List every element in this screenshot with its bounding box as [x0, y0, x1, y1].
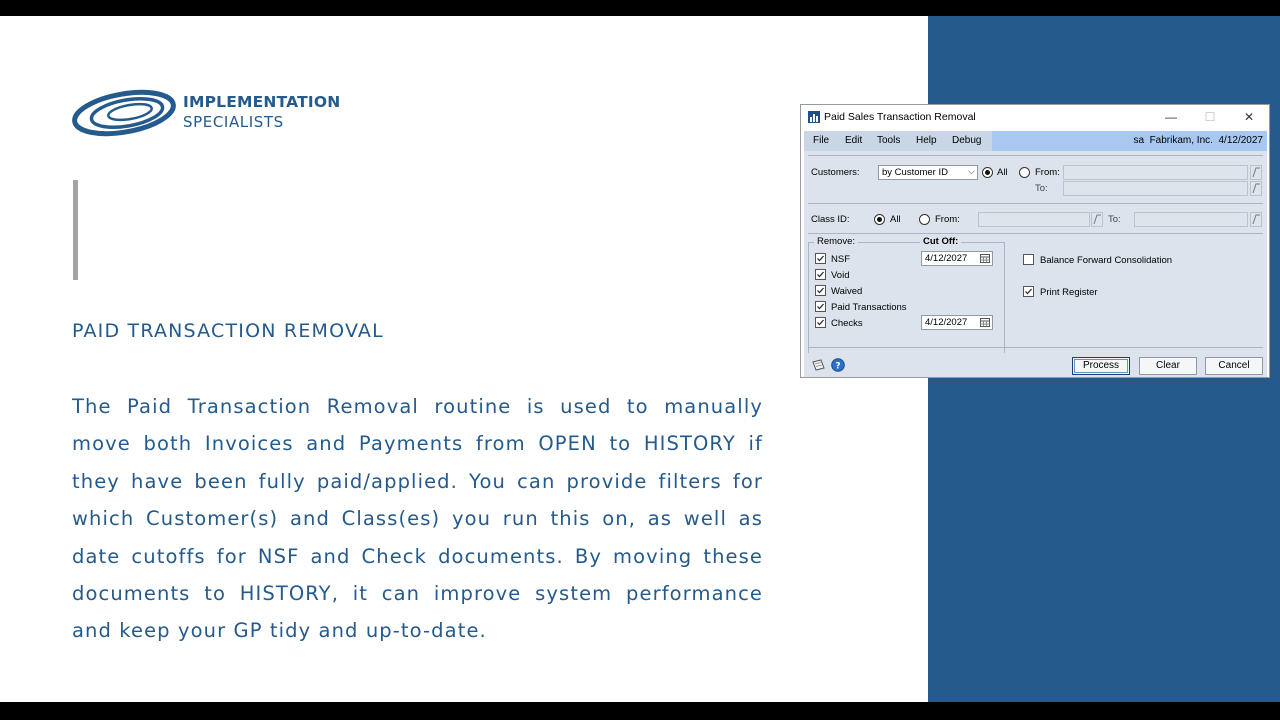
- checks-cutoff-date: 4/12/2027: [925, 317, 968, 328]
- calendar-icon[interactable]: [980, 318, 990, 327]
- menu-edit[interactable]: Edit: [845, 135, 863, 146]
- nsf-label: NSF: [831, 254, 850, 265]
- menu-help[interactable]: Help: [916, 135, 937, 146]
- customers-to-label: To:: [1035, 183, 1048, 194]
- status-text: [1133, 135, 1263, 146]
- menu-tools[interactable]: Tools: [877, 135, 901, 146]
- close-button[interactable]: ✕: [1243, 110, 1255, 124]
- status-company: Fabrikam, Inc.: [1149, 135, 1213, 146]
- class-from-lookup-icon[interactable]: [1091, 212, 1103, 227]
- customers-from-lookup-icon[interactable]: [1250, 165, 1262, 180]
- nsf-cutoff-date: 4/12/2027: [925, 253, 968, 264]
- app-icon: [808, 111, 820, 123]
- class-to-field[interactable]: [1134, 212, 1248, 227]
- svg-text:?: ?: [835, 361, 841, 372]
- customers-to-field[interactable]: [1063, 181, 1248, 196]
- logo-text-implementation: IMPLEMENTATION: [183, 93, 341, 111]
- separator: [808, 347, 1263, 348]
- waived-checkbox[interactable]: [815, 285, 826, 296]
- calendar-icon[interactable]: [980, 254, 990, 263]
- accent-bar: [73, 180, 78, 280]
- class-all-label: All: [890, 214, 901, 225]
- company-logo: [72, 88, 352, 140]
- window-titlebar: [801, 105, 1269, 130]
- waived-label: Waived: [831, 286, 863, 297]
- customers-to-lookup-icon[interactable]: [1250, 181, 1262, 196]
- class-from-field[interactable]: [978, 212, 1090, 227]
- paid-transactions-checkbox[interactable]: [815, 301, 826, 312]
- checks-checkbox[interactable]: [815, 317, 826, 328]
- paid-sales-transaction-removal-window: [800, 104, 1270, 378]
- window-title: Paid Sales Transaction Removal: [824, 111, 976, 123]
- balance-forward-checkbox[interactable]: [1023, 254, 1034, 265]
- class-to-label: To:: [1108, 214, 1121, 225]
- maximize-button[interactable]: ☐: [1204, 110, 1216, 124]
- help-icon[interactable]: [831, 358, 845, 372]
- customers-range-dropdown[interactable]: [878, 165, 978, 180]
- checks-cutoff-date-field[interactable]: [921, 315, 993, 330]
- nsf-cutoff-date-field[interactable]: [921, 251, 993, 266]
- print-register-checkbox[interactable]: [1023, 286, 1034, 297]
- process-button[interactable]: Process: [1072, 357, 1130, 375]
- status-date: 4/12/2027: [1218, 135, 1263, 146]
- remove-label: Remove:: [814, 236, 858, 247]
- customers-all-radio[interactable]: [982, 167, 993, 178]
- balance-forward-label: Balance Forward Consolidation: [1040, 255, 1173, 266]
- customers-from-label: From:: [1035, 167, 1060, 178]
- separator: [808, 233, 1263, 234]
- menu-debug[interactable]: Debug: [952, 135, 982, 146]
- window-body: [804, 151, 1267, 353]
- note-icon[interactable]: [811, 358, 826, 372]
- void-checkbox[interactable]: [815, 269, 826, 280]
- window-footer: [804, 353, 1267, 377]
- void-label: Void: [831, 270, 850, 281]
- print-register-label: Print Register: [1040, 287, 1098, 298]
- separator: [808, 203, 1263, 204]
- class-id-label: Class ID:: [811, 214, 850, 225]
- paid-transactions-label: Paid Transactions: [831, 302, 907, 313]
- customers-range-value: by Customer ID: [882, 167, 948, 178]
- status-user: sa: [1133, 135, 1145, 146]
- class-to-lookup-icon[interactable]: [1250, 212, 1262, 227]
- logo-text-specialists: SPECIALISTS: [183, 113, 284, 131]
- cutoff-label: Cut Off:: [920, 236, 961, 247]
- logo-swoosh-icon: [72, 88, 180, 140]
- class-from-radio[interactable]: [919, 214, 930, 225]
- slide-heading: PAID TRANSACTION REMOVAL: [72, 320, 384, 342]
- slide-body-text: The Paid Transaction Removal routine is used to manually move both Invoices and Payments from OPEN to HISTORY if they have been fully paid/applied. You can provide filters for which Customer(s) and Class(es) you run this on, as well as date cutoffs for NSF and Check documents. By moving these documents to HISTORY, it can improve system performance and keep your GP tidy and up-to-date.: [72, 395, 763, 643]
- customers-all-label: All: [997, 167, 1008, 178]
- checks-label: Checks: [831, 318, 863, 329]
- customers-from-field[interactable]: [1063, 165, 1248, 180]
- nsf-checkbox[interactable]: [815, 253, 826, 264]
- customers-label: Customers:: [811, 167, 860, 178]
- minimize-button[interactable]: —: [1165, 110, 1177, 124]
- cancel-button[interactable]: Cancel: [1205, 357, 1263, 375]
- clear-button[interactable]: Clear: [1139, 357, 1197, 375]
- chevron-down-icon: ⌵: [968, 166, 975, 176]
- class-all-radio[interactable]: [874, 214, 885, 225]
- separator: [808, 155, 1263, 156]
- menu-bar: [804, 131, 1267, 151]
- class-from-label: From:: [935, 214, 960, 225]
- customers-from-radio[interactable]: [1019, 167, 1030, 178]
- status-area: [992, 131, 1267, 151]
- menu-file[interactable]: File: [813, 135, 830, 146]
